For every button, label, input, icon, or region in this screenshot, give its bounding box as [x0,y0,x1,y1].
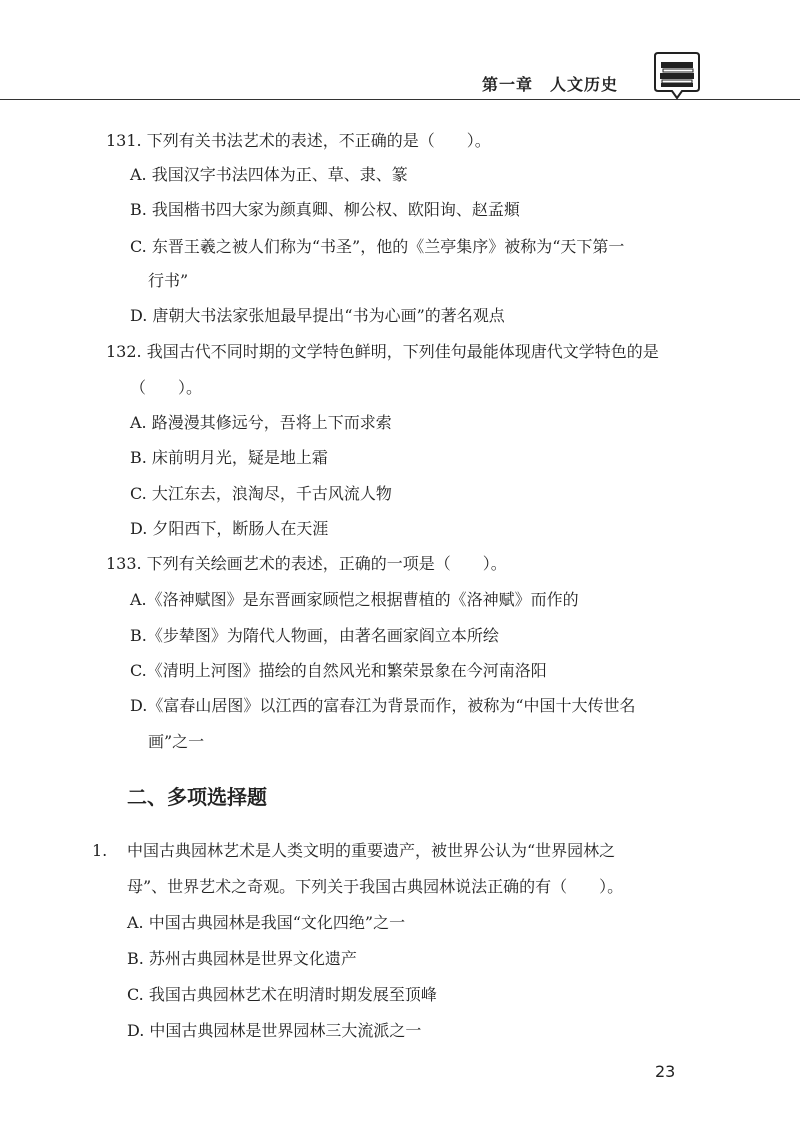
question-133-stem: 133. 下列有关绘画艺术的表述，正确的一项是（ ）。 [106,554,507,573]
question-132-option-a: A. 路漫漫其修远兮，吾将上下而求索 [130,413,392,432]
question-131-option-c-cont: 行书” [148,271,189,290]
chapter-title: 第一章 人文历史 [481,75,618,94]
book-stack-icon [652,52,702,100]
question-133-option-d-cont: 画”之一 [148,732,205,751]
question-132-option-c: C. 大江东去，浪淘尽，千古风流人物 [130,484,392,503]
question-131-option-b: B. 我国楷书四大家为颜真卿、柳公权、欧阳询、赵孟頫 [130,200,520,219]
question-132-stem: 132. 我国古代不同时期的文学特色鲜明，下列佳句最能体现唐代文学特色的是 [106,342,659,361]
question-133-option-c: C.《清明上河图》描绘的自然风光和繁荣景象在今河南洛阳 [130,661,547,680]
question-133-option-a: A.《洛神赋图》是东晋画家顾恺之根据曹植的《洛神赋》而作的 [130,590,579,609]
section-title: 二、多项选择题 [127,785,267,809]
question-133-option-d: D.《富春山居图》以江西的富春江为背景而作，被称为“中国十大传世名 [130,696,636,715]
question-131-option-d: D. 唐朝大书法家张旭最早提出“书为心画”的著名观点 [130,306,505,325]
question-133-option-b: B.《步辇图》为隋代人物画，由著名画家阎立本所绘 [130,626,499,645]
question-132-stem-cont: （ ）。 [130,378,203,397]
page-number: 23 [655,1062,676,1081]
mc-question-1-stem-cont: 母”、世界艺术之奇观。下列关于我国古典园林说法正确的有（ ）。 [127,877,624,896]
header-divider [0,99,800,100]
mc-question-1-option-b: B. 苏州古典园林是世界文化遗产 [127,949,357,968]
question-132-option-d: D. 夕阳西下，断肠人在天涯 [130,519,329,538]
question-132-option-b: B. 床前明月光，疑是地上霜 [130,448,328,467]
question-131-option-c: C. 东晋王羲之被人们称为“书圣”，他的《兰亭集序》被称为“天下第一 [130,237,625,256]
mc-question-1-option-a: A. 中国古典园林是我国“文化四绝”之一 [127,913,406,932]
question-131-option-a: A. 我国汉字书法四体为正、草、隶、篆 [130,165,408,184]
mc-question-1-option-c: C. 我国古典园林艺术在明清时期发展至顶峰 [127,985,437,1004]
page-header [0,0,800,110]
mc-question-1-stem: 中国古典园林艺术是人类文明的重要遗产，被世界公认为“世界园林之 [127,841,616,860]
mc-question-1-number: 1. [92,841,108,860]
mc-question-1-option-d: D. 中国古典园林是世界园林三大流派之一 [127,1021,422,1040]
question-131-stem: 131. 下列有关书法艺术的表述，不正确的是（ ）。 [106,131,491,150]
